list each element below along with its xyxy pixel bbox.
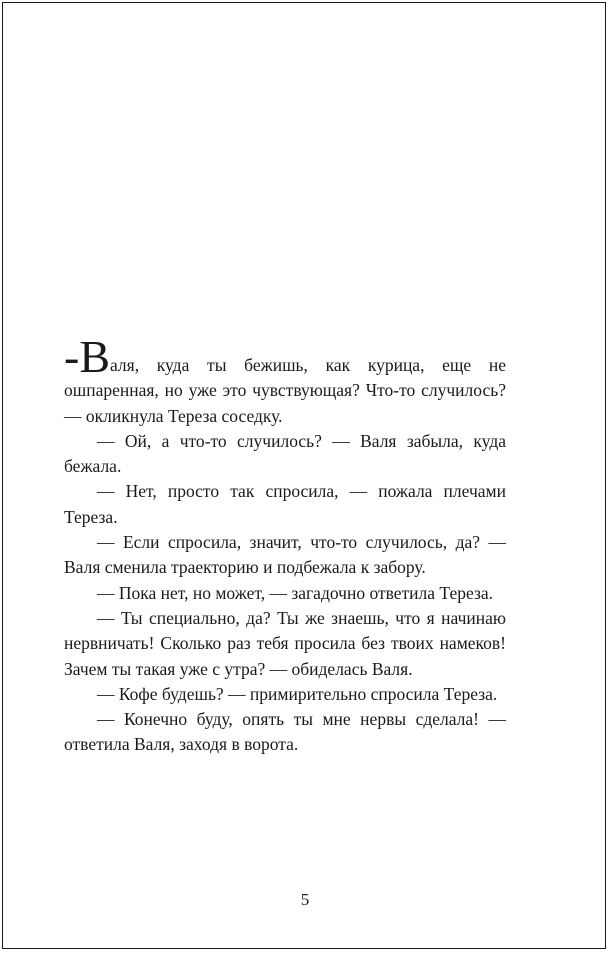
paragraph: — Ой, а что-то случилось? — Валя забыла, куда бежала. [64,430,506,477]
paragraph: — Кофе будешь? — примирительно спросила Тереза. [97,683,498,704]
paragraph [64,331,506,429]
paragraph: — Ты специально, да? Ты же знаешь, что я начинаю нервничать! Сколько раз тебя просила без твоих намеков! Зачем ты такая уже с утра? — обиделась Валя. [64,607,506,679]
paragraph: — Нет, просто так спросила, — пожала плечами Тереза. [64,481,506,527]
paragraph: — Если спросила, значит, что-то случилось, да? — Валя сменила траекторию и подбежала к забору. [64,532,506,578]
page-number: 5 [300,890,310,909]
paragraph: — Конечно буду, опять ты мне нервы сделала! — ответила Валя, заходя в ворота. [64,709,506,755]
book-page [2,2,606,949]
drop-cap: -В [64,331,110,382]
paragraph: — Пока нет, но может, — загадочно ответила Тереза. [97,582,493,603]
body-text [64,331,506,758]
paragraph-text: аля, куда ты бежишь, как курица, еще не ошпаренная, но уже это чувствующая? Что-то случилось? — окликнула Тереза соседку. [64,355,506,426]
